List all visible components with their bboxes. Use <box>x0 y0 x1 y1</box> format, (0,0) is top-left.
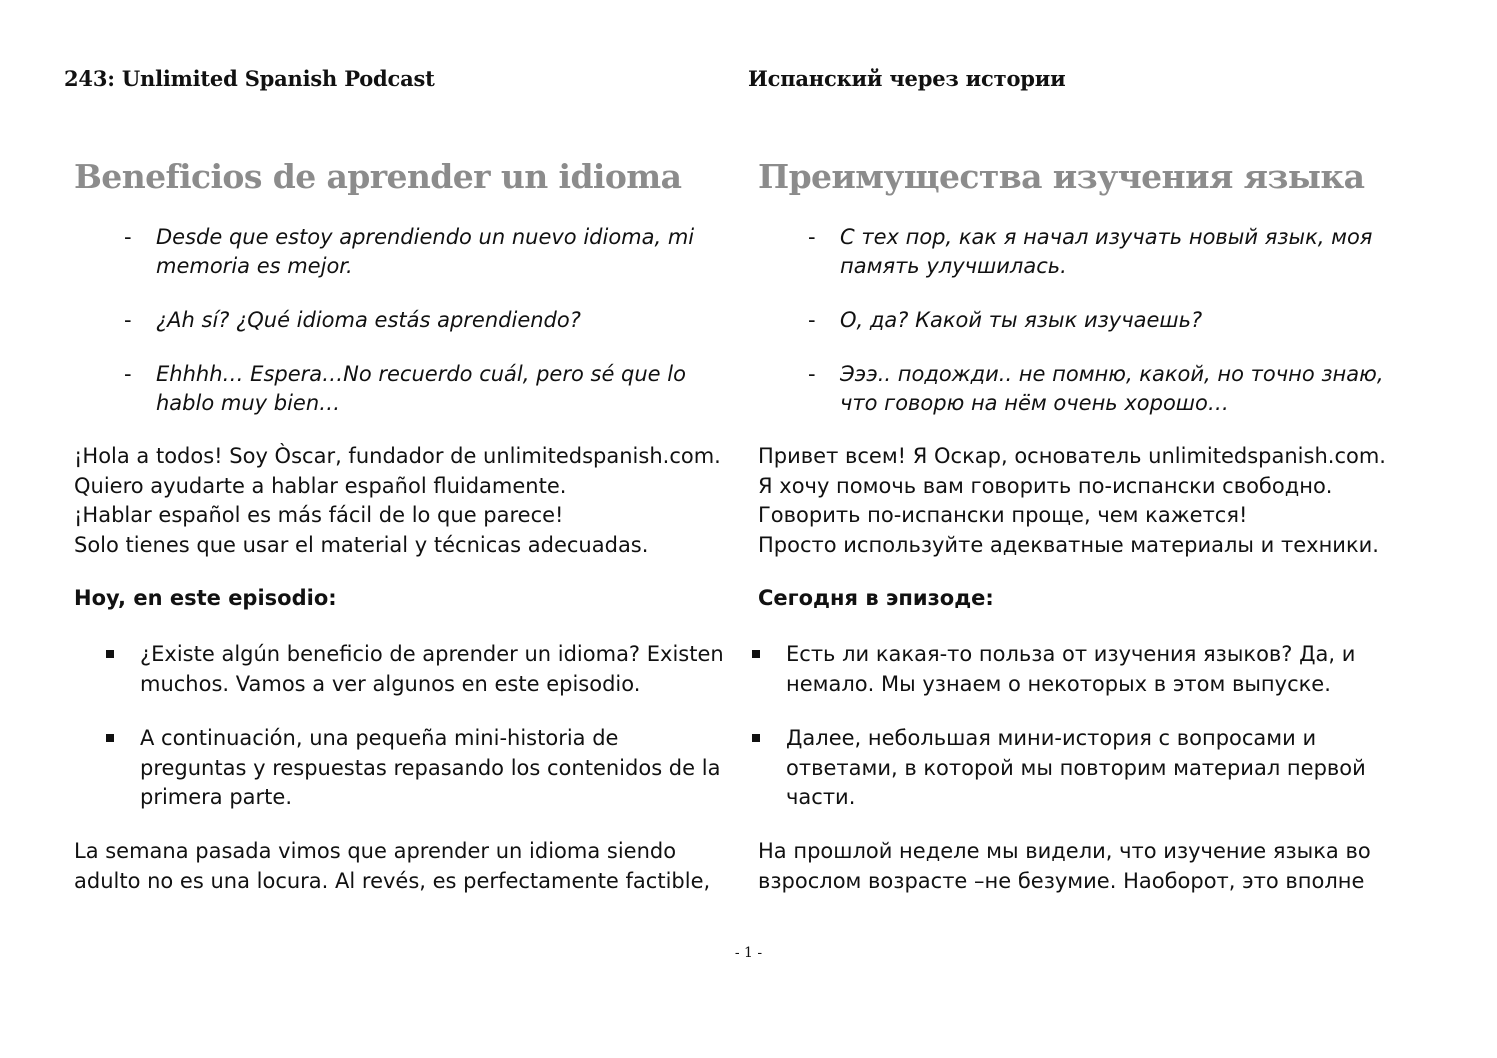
closing-line: На прошлой неделе мы видели, что изучение языка во <box>758 839 1371 863</box>
dialog-line <box>124 306 744 335</box>
topic-text: ¿Existe algún beneficio de aprender un idioma? Existen <box>140 642 724 666</box>
intro-line: Quiero ayudarte a hablar español fluidamente. <box>74 473 567 498</box>
intro-paragraph-russian <box>758 442 1386 560</box>
dash-marker: - <box>808 362 816 386</box>
intro-line: ¡Hablar español es más fácil de lo que parece! <box>74 503 564 527</box>
square-bullet-icon <box>752 734 760 742</box>
dialog-text: Эээ.. подожди.. не помню, какой, но точно знаю, <box>840 362 1384 386</box>
dialog-text: Desde que estoy aprendiendo un nuevo idioma, mi <box>156 225 695 249</box>
dialog-line <box>808 223 1428 281</box>
intro-line: Я хочу помочь вам говорить по-испански свободно. <box>758 473 1333 498</box>
dialog-line <box>124 223 744 281</box>
topic-item <box>104 724 744 813</box>
intro-line: Просто используйте адекватные материалы и техники. <box>758 532 1379 557</box>
topic-text: Есть ли какая-то польза от изучения языков? Да, и <box>786 642 1356 666</box>
intro-line: Solo tienes que usar el material y técnicas adecuadas. <box>74 532 649 557</box>
dialog-line <box>808 306 1428 335</box>
dash-marker: - <box>808 225 816 249</box>
intro-line: ¡Hola a todos! Soy Òscar, fundador de unlimitedspanish.com. <box>74 444 721 468</box>
closing-paragraph-russian <box>758 837 1371 896</box>
dialog-text: что говорю на нём очень хорошо… <box>840 391 1229 415</box>
dash-marker: - <box>124 308 132 332</box>
closing-line: взрослом возрасте –не безумие. Наоборот, это вполне <box>758 868 1365 893</box>
subhead-spanish: Hoy, en este episodio: <box>74 586 337 610</box>
dialog-text: memoria es mejor. <box>156 254 353 278</box>
topic-text: muchos. Vamos a ver algunos en este episodio. <box>140 671 641 696</box>
topic-text: ответами, в которой мы повторим материал первой <box>786 755 1366 780</box>
dash-marker: - <box>124 362 132 386</box>
closing-line: La semana pasada vimos que aprender un idioma siendo <box>74 839 677 863</box>
dialog-text: Ehhhh… Espera…No recuerdo cuál, pero sé que lo <box>156 362 686 386</box>
square-bullet-icon <box>106 734 114 742</box>
dialog-text: О, да? Какой ты язык изучаешь? <box>840 308 1203 332</box>
square-bullet-icon <box>106 650 114 658</box>
dialog-list-spanish <box>124 223 744 443</box>
topic-text: немало. Мы узнаем о некоторых в этом выпуске. <box>786 671 1331 696</box>
topics-list-spanish <box>104 640 744 838</box>
dialog-text: hablo muy bien… <box>156 391 341 415</box>
topic-item <box>104 640 744 699</box>
topic-item <box>750 724 1390 813</box>
intro-line: Говорить по-испански проще, чем кажется! <box>758 503 1248 527</box>
topic-text: A continuación, una pequeña mini-historia de <box>140 726 619 750</box>
dialog-list-russian <box>808 223 1428 443</box>
dialog-line <box>808 360 1428 418</box>
topic-text: Далее, небольшая мини-история с вопросами и <box>786 726 1317 750</box>
closing-paragraph-spanish <box>74 837 710 896</box>
intro-paragraph-spanish <box>74 442 721 560</box>
dash-marker: - <box>124 225 132 249</box>
running-head-right: Испанский через истории <box>748 66 1066 91</box>
page-number: - 1 - <box>734 945 763 961</box>
subhead-russian: Сегодня в эпизоде: <box>758 586 994 610</box>
topics-list-russian <box>750 640 1390 838</box>
title-spanish: Beneficios de aprender un idioma <box>74 157 682 196</box>
topic-text: primera parte. <box>140 785 293 809</box>
dialog-text: память улучшилась. <box>840 254 1067 278</box>
dialog-text: ¿Ah sí? ¿Qué idioma estás aprendiendo? <box>156 308 581 332</box>
dash-marker: - <box>808 308 816 332</box>
running-head-left: 243: Unlimited Spanish Podcast <box>64 66 435 91</box>
topic-text: preguntas y respuestas repasando los contenidos de la <box>140 755 721 780</box>
topic-item <box>750 640 1390 699</box>
dialog-line <box>124 360 744 418</box>
closing-line: adulto no es una locura. Al revés, es perfectamente factible, <box>74 868 711 893</box>
topic-text: части. <box>786 785 856 809</box>
square-bullet-icon <box>752 650 760 658</box>
dialog-text: С тех пор, как я начал изучать новый язык, моя <box>840 225 1373 249</box>
title-russian: Преимущества изучения языка <box>758 157 1365 196</box>
intro-line: Привет всем! Я Оскар, основатель unlimitedspanish.com. <box>758 444 1386 468</box>
